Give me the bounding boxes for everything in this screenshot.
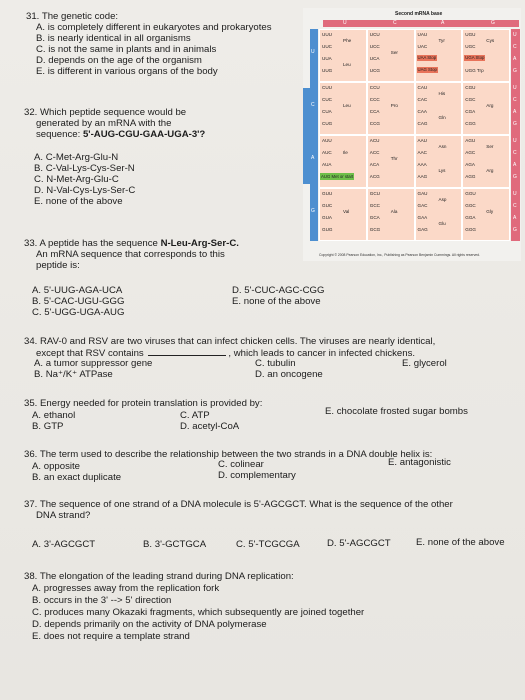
codon-uua: UUA: [322, 56, 332, 61]
codon-aau: AAU: [417, 138, 427, 143]
codon-aga: AGA: [465, 162, 475, 167]
q32-option-c: C. N-Met-Arg-Glu-C: [34, 174, 119, 185]
amino-acid-label: Tyr: [438, 38, 445, 43]
codon-agg: AGG: [465, 174, 476, 179]
amino-acid-label: Arg: [486, 103, 494, 108]
third-base-label: C: [513, 150, 517, 156]
second-base-u: U: [343, 20, 347, 26]
q34-blank: [148, 347, 226, 356]
codon-ucc: UCC: [369, 44, 380, 49]
q37-option-b: B. 3'-GCTGCA: [143, 539, 207, 550]
q33-option-b: B. 5'-CAC-UGU-GGG: [32, 296, 125, 307]
codon-uuu: UUU: [322, 32, 332, 37]
q33-stem-line3: peptide is:: [36, 260, 80, 271]
q37-option-d: D. 5'-AGCGCT: [327, 538, 391, 549]
third-base-label: U: [513, 85, 517, 91]
q37-stem-line1: 37. The sequence of one strand of a DNA molecule is 5'-AGCGCT. What is the sequence of the other: [24, 499, 453, 510]
third-base-label: C: [513, 44, 517, 50]
q38-option-b: B. occurs in the 3' --> 5' direction: [32, 595, 172, 606]
codon-aug: AUG Met or start: [321, 174, 354, 179]
q37-option-c: C. 5'-TCGCGA: [236, 539, 300, 550]
amino-acid-label: Arg: [486, 168, 494, 173]
codon-uuc: UUC: [322, 44, 332, 49]
q36-option-c: C. colinear: [218, 459, 264, 470]
q31-option-b: B. is nearly identical in all organisms: [36, 33, 191, 44]
q35-option-a: A. ethanol: [32, 410, 76, 421]
first-base-c: C: [311, 102, 315, 108]
amino-acid-label: Leu: [343, 62, 351, 67]
q32-option-e: E. none of the above: [34, 196, 123, 207]
amino-acid-label: Asp: [438, 197, 447, 202]
codon-uac: UAC: [417, 44, 428, 49]
codon-aaa: AAA: [417, 162, 427, 167]
q34-option-a: A. a tumor suppressor gene: [34, 358, 153, 369]
q31-option-c: C. is not the same in plants and in animals: [36, 44, 217, 55]
codon-acu: ACU: [369, 138, 380, 143]
q32-option-d: D. N-Val-Cys-Lys-Ser-C: [34, 185, 136, 196]
codon-gau: GAU: [417, 191, 428, 196]
codon-agu: AGU: [465, 138, 476, 143]
q35-option-c: C. ATP: [180, 410, 210, 421]
second-base-a: A: [441, 20, 445, 26]
codon-ggg: GGG: [465, 227, 476, 232]
codon-cca: CCA: [369, 109, 380, 114]
q31-option-e: E. is different in various organs of the body: [36, 66, 218, 77]
first-base-bar: [303, 88, 310, 184]
amino-acid-label: His: [438, 91, 446, 96]
amino-acid-label: Ser: [390, 50, 398, 55]
q34-stem-part-a: except that RSV contains: [36, 348, 144, 359]
q33-stem-line1: [24, 238, 239, 249]
codon-uca: UCA: [369, 56, 380, 61]
q33-option-a: A. 5'-UUG-AGA-UCA: [32, 285, 123, 296]
second-base-c: C: [393, 20, 397, 26]
q32-option-b: B. C-Val-Lys-Cys-Ser-N: [34, 163, 135, 174]
codon-cag: CAG: [417, 121, 428, 126]
amino-acid-label: Lys: [438, 168, 446, 173]
codon-gcg: GCG: [369, 227, 381, 232]
codon-gug: GUG: [322, 227, 333, 232]
third-base-label: A: [513, 162, 517, 168]
q33-stem-prefix: 33. A peptide has the sequence: [24, 238, 158, 249]
codon-cgc: CGC: [465, 97, 476, 102]
codon-gga: GGA: [465, 215, 476, 220]
codon-uug: UUG: [322, 68, 333, 73]
amino-acid-label: Thr: [390, 156, 398, 161]
codon-guc: GUC: [322, 203, 333, 208]
third-base-label: U: [513, 191, 517, 197]
codon-auu: AUU: [322, 138, 332, 143]
codon-ucg: UCG: [369, 68, 380, 73]
codon-cgu: CGU: [465, 85, 476, 90]
codon-table: [303, 8, 521, 261]
amino-acid-label: Leu: [343, 103, 351, 108]
amino-acid-label: Phe: [343, 38, 352, 43]
amino-acid-label: Ser: [486, 144, 494, 149]
first-base-a: A: [311, 155, 315, 161]
q33-stem-line2: An mRNA sequence that corresponds to this: [36, 249, 225, 260]
codon-cac: CAC: [417, 97, 428, 102]
q32-stem-line3: [36, 129, 205, 140]
amino-acid-label: Pro: [390, 103, 398, 108]
codon-gcu: GCU: [369, 191, 380, 196]
q37-option-a: A. 3'-AGCGCT: [32, 539, 96, 550]
q36-option-e: E. antagonistic: [388, 457, 451, 468]
third-base-label: G: [513, 227, 517, 233]
codon-uag: UAG Stop: [417, 67, 437, 72]
q31-option-a: A. is completely different in eukaryotes and prokaryotes: [36, 22, 272, 33]
third-base-label: U: [513, 138, 517, 144]
q35-option-d: D. acetyl-CoA: [180, 421, 240, 432]
q36-stem: 36. The term used to describe the relationship between the two strands in a DNA double helix is:: [24, 449, 433, 460]
codon-uga: UGA Stop: [465, 55, 485, 60]
first-base-g: G: [311, 208, 315, 214]
amino-acid-label: Ile: [343, 150, 348, 155]
codon-caa: CAA: [417, 109, 427, 114]
second-base-g: G: [491, 20, 495, 26]
codon-cua: CUA: [322, 109, 332, 114]
amino-acid-label: Cys: [486, 38, 495, 43]
q35-option-e: E. chocolate frosted sugar bombs: [325, 406, 468, 417]
q36-option-d: D. complementary: [218, 470, 296, 481]
q31-option-d: D. depends on the age of the organism: [36, 55, 202, 66]
codon-gac: GAC: [417, 203, 428, 208]
q34-option-e: E. glycerol: [402, 358, 447, 369]
amino-acid-label: Gly: [486, 209, 494, 214]
q36-option-a: A. opposite: [32, 461, 81, 472]
q33-option-e: E. none of the above: [232, 296, 321, 307]
q38-stem: 38. The elongation of the leading strand during DNA replication:: [24, 571, 294, 582]
amino-acid-label: Gln: [438, 115, 446, 120]
third-base-label: A: [513, 109, 517, 115]
third-base-label: G: [513, 174, 517, 180]
q34-option-b: B. Na⁺/K⁺ ATPase: [34, 369, 113, 380]
q33-peptide-sequence: N-Leu-Arg-Ser-C.: [160, 238, 239, 249]
q34-stem-part-b: , which leads to cancer in infected chickens.: [228, 348, 416, 359]
third-base-label: G: [513, 68, 517, 74]
first-base-letters: [310, 29, 318, 241]
codon-ugc: UGC: [465, 44, 476, 49]
codon-ucu: UCU: [369, 32, 380, 37]
codon-gua: GUA: [322, 215, 332, 220]
codon-cuc: CUC: [322, 97, 332, 102]
codon-guu: GUU: [322, 191, 333, 196]
third-base-label: A: [513, 56, 517, 62]
second-base-bar: [323, 20, 519, 27]
codon-ugg: UGG Trp: [465, 68, 484, 73]
q33-option-d: D. 5'-CUC-AGC-CGG: [232, 285, 325, 296]
codon-ugu: UGU: [465, 32, 476, 37]
codon-agc: AGC: [465, 150, 476, 155]
q33-option-c: C. 5'-UGG-UGA-AUG: [32, 307, 125, 318]
q32-stem-line1: 32. Which peptide sequence would be: [24, 107, 187, 118]
q38-option-a: A. progresses away from the replication fork: [32, 583, 220, 594]
third-base-label: A: [513, 215, 517, 221]
q38-option-e: E. does not require a template strand: [32, 631, 190, 642]
codon-grid: [319, 29, 517, 241]
q34-stem-line1: 34. RAV-0 and RSV are two viruses that can infect chicken cells. The viruses are nearly identical,: [24, 336, 436, 347]
codon-ggc: GGC: [465, 203, 476, 208]
third-base-label: C: [513, 203, 517, 209]
codon-acc: ACC: [369, 150, 380, 155]
codon-uaa: UAA Stop: [417, 55, 437, 60]
q32-mrna-sequence: 5'-AUG-CGU-GAA-UGA-3'?: [82, 129, 206, 140]
q32-stem-prefix: sequence:: [36, 129, 81, 140]
codon-ccg: CCG: [369, 121, 380, 126]
first-base-u: U: [311, 49, 315, 55]
codon-cau: CAU: [417, 85, 428, 90]
codon-auc: AUC: [322, 150, 332, 155]
third-base-label: C: [513, 97, 517, 103]
codon-ccc: CCC: [369, 97, 380, 102]
q36-option-b: B. an exact duplicate: [32, 472, 122, 483]
amino-acid-label: Glu: [438, 221, 446, 226]
codon-gag: GAG: [417, 227, 428, 232]
q34-option-c: C. tubulin: [255, 358, 296, 369]
codon-cga: CGA: [465, 109, 476, 114]
codon-aca: ACA: [369, 162, 380, 167]
q37-stem-line2: DNA strand?: [36, 510, 91, 521]
q32-option-a: A. C-Met-Arg-Glu-N: [34, 152, 119, 163]
third-base-label: U: [513, 32, 517, 38]
codon-aag: AAG: [417, 174, 428, 179]
amino-acid-label: Ala: [390, 209, 398, 214]
codon-table-title: Second mRNA base: [395, 11, 443, 17]
codon-uau: UAU: [417, 32, 428, 37]
amino-acid-label: Val: [343, 209, 350, 214]
codon-table-copyright: Copyright © 2008 Pearson Education, Inc., Publishing as Pearson Benjamin Cummings. All rights reserved.: [319, 253, 480, 257]
q35-stem: 35. Energy needed for protein translation is provided by:: [24, 398, 263, 409]
codon-acg: ACG: [369, 174, 380, 179]
q35-option-b: B. GTP: [32, 421, 64, 432]
third-base-label: G: [513, 121, 517, 127]
codon-ggu: GGU: [465, 191, 476, 196]
codon-cuu: CUU: [322, 85, 332, 90]
q37-option-e: E. none of the above: [416, 537, 505, 548]
codon-cgg: CGG: [465, 121, 476, 126]
codon-ccu: CCU: [369, 85, 380, 90]
codon-cug: CUG: [322, 121, 333, 126]
q31-stem: 31. The genetic code:: [26, 11, 119, 22]
codon-aac: AAC: [417, 150, 427, 155]
q38-option-c: C. produces many Okazaki fragments, which subsequently are joined together: [32, 607, 365, 618]
codon-gaa: GAA: [417, 215, 428, 220]
codon-gcc: GCC: [369, 203, 380, 208]
codon-aua: AUA: [322, 162, 332, 167]
q32-stem-line2: generated by an mRNA with the: [36, 118, 172, 129]
q34-option-d: D. an oncogene: [255, 369, 323, 380]
amino-acid-label: Asn: [438, 144, 447, 149]
codon-gca: GCA: [369, 215, 380, 220]
q38-option-d: D. depends primarily on the activity of DNA polymerase: [32, 619, 267, 630]
